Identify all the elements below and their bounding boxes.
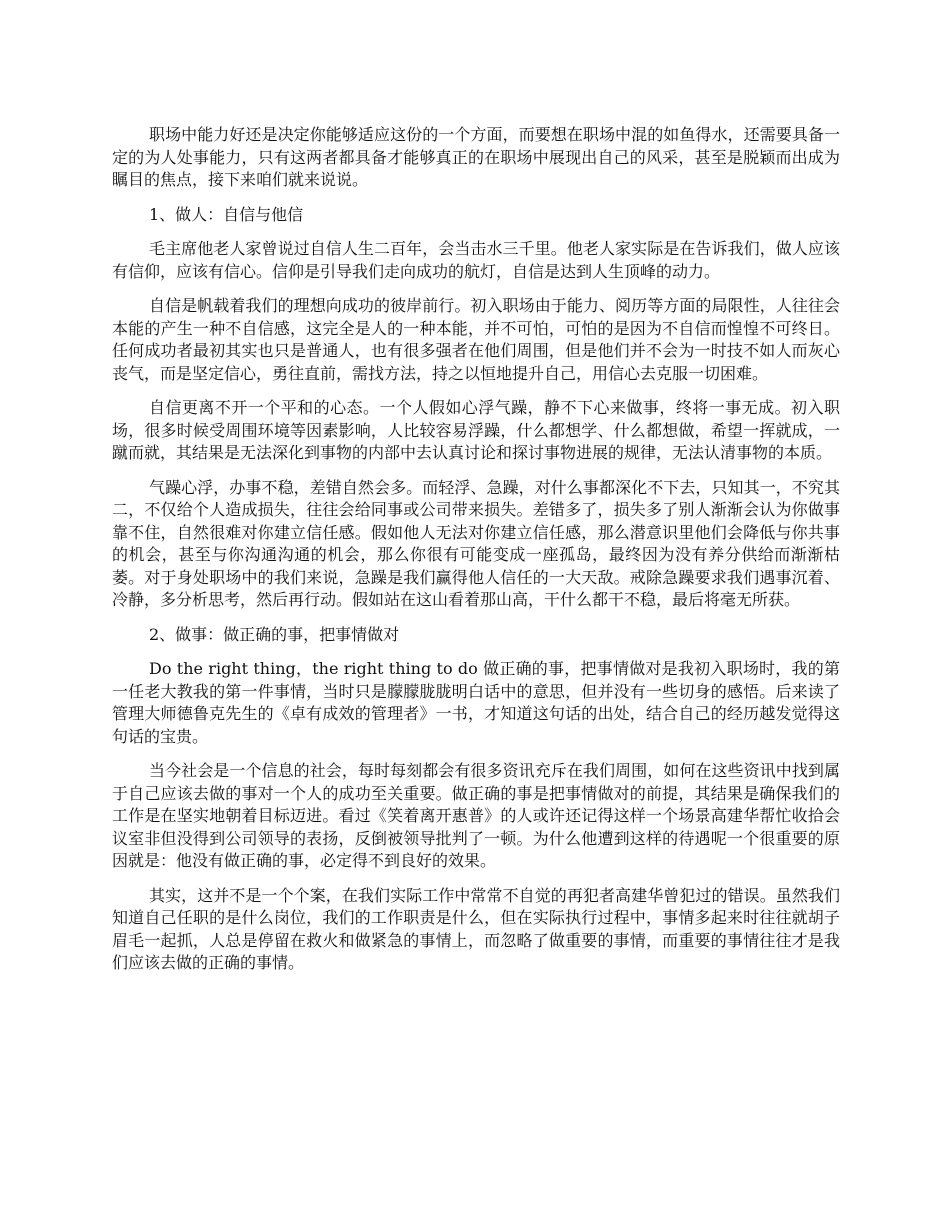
paragraph-intro: 职场中能力好还是决定你能够适应这份的一个方面，而要想在职场中混的如鱼得水，还需要具备一定的为人处事能力，只有这两者都具备才能够真正的在职场中展现出自己的风采，甚至是脱颖而出成为瞩目的焦点，接下来咱们就来说说。 (112, 125, 840, 189)
paragraph-mao-quote: 毛主席他老人家曾说过自信人生二百年，会当击水三千里。他老人家实际是在告诉我们，做人应该有信仰，应该有信心。信仰是引导我们走向成功的航灯，自信是达到人生顶峰的动力。 (112, 239, 840, 281)
section-heading-2: 2、做事：做正确的事，把事情做对 (149, 624, 400, 644)
paragraph-not-isolated-case: 其实，这并不是一个个案，在我们实际工作中常常不自觉的再犯者高建华曾犯过的错误。虽然我们知道自己任职的是什么岗位，我们的工作职责是什么，但在实际执行过程中，事情多起来时往往就胡子眉毛一起抓，人总是停留在救火和做紧急的事情上，而忽略了做重要的事情，而重要的事情往往才是我们应该去做的正确的事情。 (112, 885, 840, 972)
paragraph-information-society: 当今社会是一个信息的社会，每时每刻都会有很多资讯充斥在我们周围，如何在这些资讯中找到属于自己应该去做的事对一个人的成功至关重要。做正确的事是把事情做对的前提，其结果是确保我们的工作是在坚实地朝着目标迈进。看过《笑着离开惠普》的人或许还记得这样一个场景高建华帮忙收拾会议室非但没得到公司领导的表扬，反倒被领导批判了一顿。为什么他遭到这样的待遇呢一个很重要的原因就是：他没有做正确的事，必定得不到良好的效果。 (112, 761, 840, 870)
section-heading-1: 1、做人：自信与他信 (149, 204, 304, 224)
paragraph-do-right-thing: Do the right thing，the right thing to do 做正确的事，把事情做对是我初入职场时，我的第一任老大教我的第一件事情，当时只是朦朦胧胧明白话中的意思，但并没有一些切身的感悟。后来读了管理大师德鲁克先生的《卓有成效的管理者》一书，才知道这句话的出处，结合自己的经历越发觉得这句话的宝贵。 (112, 659, 840, 746)
paragraph-confidence: 自信是帆载着我们的理想向成功的彼岸前行。初入职场由于能力、阅历等方面的局限性，人往往会本能的产生一种不自信感，这完全是人的一种本能，并不可怕，可怕的是因为不自信而惶惶不可终日。任何成功者最初其实也只是普通人，也有很多强者在他们周围，但是他们并不会为一时技不如人而灰心丧气，而是坚定信心，勇往直前，需找方法，持之以恒地提升自己，用信心去克服一切困难。 (112, 296, 840, 383)
document-body (112, 124, 840, 987)
paragraph-impatience: 气躁心浮，办事不稳，差错自然会多。而轻浮、急躁，对什么事都深化不下去，只知其一，不究其二，不仅给个人造成损失，往往会给同事或公司带来损失。差错多了，损失多了别人渐渐会认为你做事靠不住，自然很难对你建立信任感。假如他人无法对你建立信任感，那么潜意识里他们会降低与你共事的机会，甚至与你沟通沟通的机会，那么你很有可能变成一座孤岛，最终因为没有养分供给而渐渐枯萎。对于身处职场中的我们来说，急躁是我们赢得他人信任的一大天敌。戒除急躁要求我们遇事沉着、冷静，多分析思考，然后再行动。假如站在这山看着那山高，干什么都干不稳，最后将毫无所获。 (112, 477, 840, 609)
paragraph-calm-mindset: 自信更离不开一个平和的心态。一个人假如心浮气躁，静不下心来做事，终将一事无成。初入职场，很多时候受周围环境等因素影响，人比较容易浮躁，什么都想学、什么都想做，希望一挥就成，一蹴而就，其结果是无法深化到事物的内部中去认真讨论和探讨事物进展的规律，无法认清事物的本质。 (112, 398, 840, 462)
